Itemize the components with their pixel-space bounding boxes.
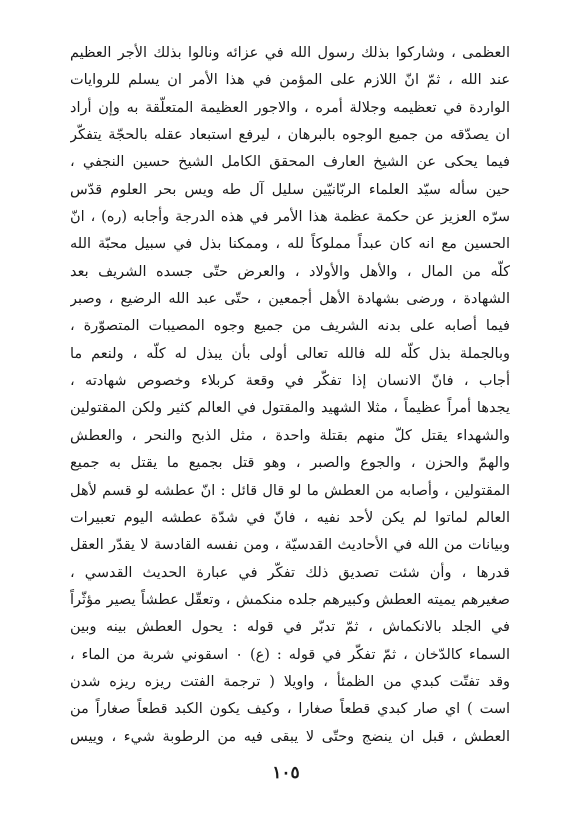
text-line: في الجلد بالانكماش ، ثمّ تدبّر في قوله : يحول العطش بينه وبين [70, 619, 510, 636]
body-text [70, 40, 510, 751]
text-line: العالم لماتوا لم يكن لأحد نفيه ، فانّ في شدّة عطشه اليوم تعبيرات [70, 509, 510, 526]
text-line: العظمى ، وشاركوا بذلك رسول الله في عزائه ونالوا بذلك الأجر العظيم [70, 45, 510, 61]
text-line: والهمّ والحزن ، والجوع والصبر ، وهو قتل بجميع ما يقتل به جميع [70, 455, 510, 472]
text-line: الواردة في تعظيمه وجلالة أمره ، والاجور العظيمة المتعلّقة به وإن أراد [70, 99, 510, 116]
text-line: فيما يحكى عن الشيخ العارف المحقق الكامل الشيخ حسين النجفي ، [70, 154, 510, 171]
text-line: سرّه العزيز عن حكمة عظمة هذا الأمر في هذه الدرجة وأجابه (ره) ، انّ [70, 209, 510, 226]
text-line: الحسين مع انه كان عبداً مملوكاً لله ، وممكنا بذل في سبيل محبّة الله [70, 236, 510, 253]
text-line: ان يصدّقه من جميع الوجوه بالبرهان ، ليرفع استبعاد عقله بالحجّة يتفكّر [70, 127, 510, 144]
text-line: صغيرهم يميته العطش وكبيرهم جلده منكمش ، وتعقّل عطشاً يصير مؤثّراً [70, 591, 510, 608]
text-line: السماء كالدّخان ، ثمّ تفكّر في قوله : (ع) ٠ اسقوني شربة من الماء ، [70, 646, 510, 663]
text-line: يجدها أمراً عظيماً ، مثلا الشهيد والمقتول في العالم كثير ولكن المقتولين [70, 400, 510, 417]
text-line: قدرها ، وأن شئت تصديق ذلك تفكّر في عبارة الحديث القدسي ، [70, 564, 510, 581]
text-line: وبيانات من الله في الأحاديث القدسيّة ، ومن نفسه القادسة لا يقدّر العقل [70, 537, 510, 554]
text-line: عند الله ، ثمّ انّ اللازم على المؤمن في هذا الأمر ان يسلم للروايات [70, 72, 510, 89]
text-line: الشهادة ، ورضى بشهادة الأهل أجمعين ، حتّى عبد الله الرضيع ، وصبر [70, 291, 510, 308]
text-line: كلّه من المال ، والأهل والأولاد ، والعرض حتّى جسده الشريف بعد [70, 263, 510, 280]
text-line: العطش ، قبل ان ينضج وحتّى لا يبقى فيه من الرطوبة شيء ، وييس [70, 728, 510, 745]
text-line: وقد تفتّت كبدي من الظمئأ ، واويلا ( ترجمة الفتت ريزه ريزه شدن [70, 673, 510, 690]
text-line: والشهداء يقتل كلّ منهم بقتلة واحدة ، مثل الذبح والنحر ، والعطش [70, 427, 510, 444]
text-line: است ) اي صار كبدي قطعاً صغارا ، وكيف يكون الكبد قطعاً صغاراً من [70, 701, 510, 718]
text-line: أجاب ، فانّ الانسان إذا تفكّر في وقعة كربلاء وخصوص شهادته ، [70, 373, 510, 390]
text-line: فيما أصابه على بدنه الشريف من جميع وجوه المصيبات المتصوّرة ، [70, 318, 510, 335]
text-line: وبالجملة بذل كلّه لله فالله تعالى أولى بأن يبذل له كلّه ، ولنعم ما [70, 345, 510, 362]
page-number: ١٠٥ [272, 763, 300, 783]
text-line: حين سأله سيّد العلماء الربّانيّين سليل آل طه ويس بحر العلوم قدّس [70, 181, 510, 198]
text-line: المقتولين ، وأصابه من العطش ما لو قال قائل : انّ عطشه لو قسم لأهل [70, 482, 510, 499]
